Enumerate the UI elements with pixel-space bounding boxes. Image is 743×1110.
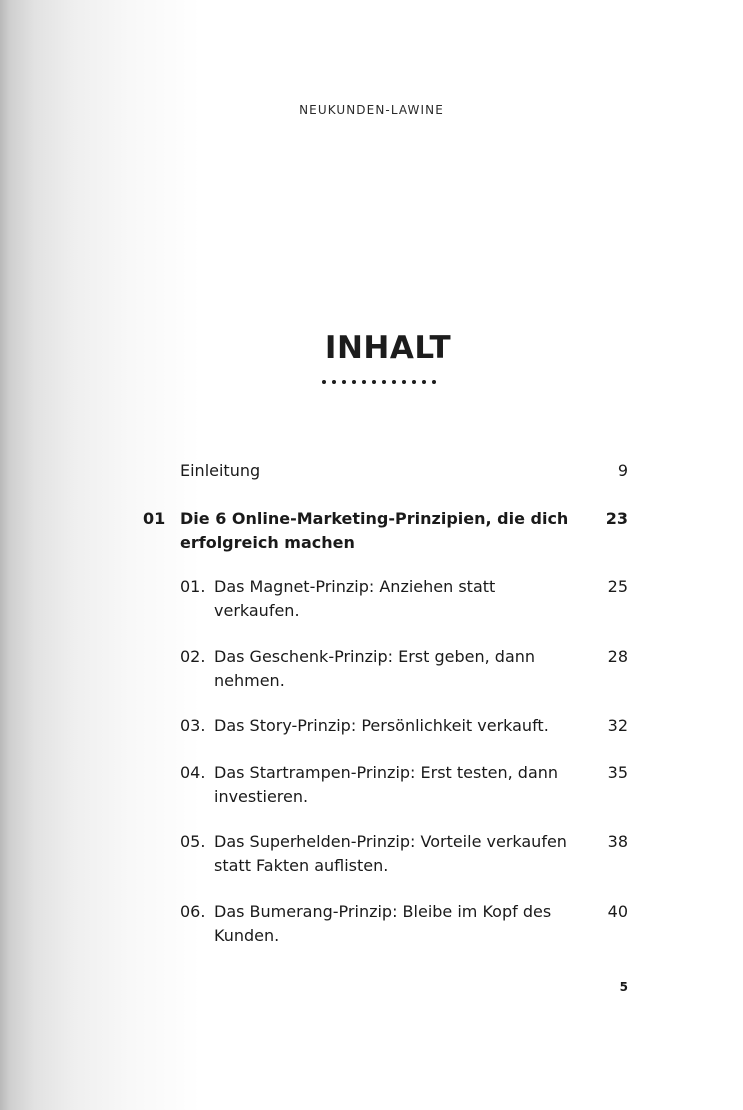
chapter-number: 01: [143, 509, 166, 528]
toc-entry-title: Das Magnet-Prinzip: Anziehen statt verkaufen.: [214, 577, 496, 620]
page-number-folio: 5: [619, 980, 628, 994]
section-number: 03.: [180, 716, 206, 735]
divider-dot: [322, 380, 326, 384]
divider-dot: [392, 380, 396, 384]
toc-entry-title: Das Geschenk-Prinzip: Erst geben, dann nehmen.: [214, 647, 536, 690]
divider-dot: [362, 380, 366, 384]
divider-dot: [332, 380, 336, 384]
section-number: 04.: [180, 763, 206, 782]
divider-dot: [412, 380, 416, 384]
toc-entry-title: Das Story-Prinzip: Persönlichkeit verkauft.: [214, 716, 549, 735]
section-number: 05.: [180, 832, 206, 851]
divider-dot: [432, 380, 436, 384]
running-head: NEUKUNDEN-LAWINE: [299, 103, 444, 117]
page-title: INHALT: [324, 330, 452, 366]
toc-entry-title: Das Superhelden-Prinzip: Vorteile verkaufen statt Fakten auflisten.: [214, 832, 567, 875]
toc-page-number: 32: [607, 716, 628, 735]
divider-dot: [342, 380, 346, 384]
divider-dot: [422, 380, 426, 384]
toc-page-number: 23: [605, 509, 628, 528]
divider-dot: [372, 380, 376, 384]
toc-entry-title: Das Bumerang-Prinzip: Bleibe im Kopf des Kunden.: [214, 902, 552, 945]
toc-page-number: 9: [617, 461, 628, 480]
toc-entry-title: Das Startrampen-Prinzip: Erst testen, dann investieren.: [214, 763, 559, 806]
toc-page-number: 25: [607, 577, 628, 596]
toc-entry-title: Die 6 Online-Marketing-Prinzipien, die dich erfolgreich machen: [180, 509, 569, 552]
toc-page-number: 38: [607, 832, 628, 851]
toc-page-number: 35: [607, 763, 628, 782]
section-number: 02.: [180, 647, 206, 666]
divider-dot: [402, 380, 406, 384]
toc-page-number: 40: [607, 902, 628, 921]
section-number: 01.: [180, 577, 206, 596]
section-number: 06.: [180, 902, 206, 921]
divider-dot: [352, 380, 356, 384]
title-dot-divider: [322, 380, 436, 384]
toc-entry-title: Einleitung: [180, 461, 261, 480]
divider-dot: [382, 380, 386, 384]
toc-page-number: 28: [607, 647, 628, 666]
